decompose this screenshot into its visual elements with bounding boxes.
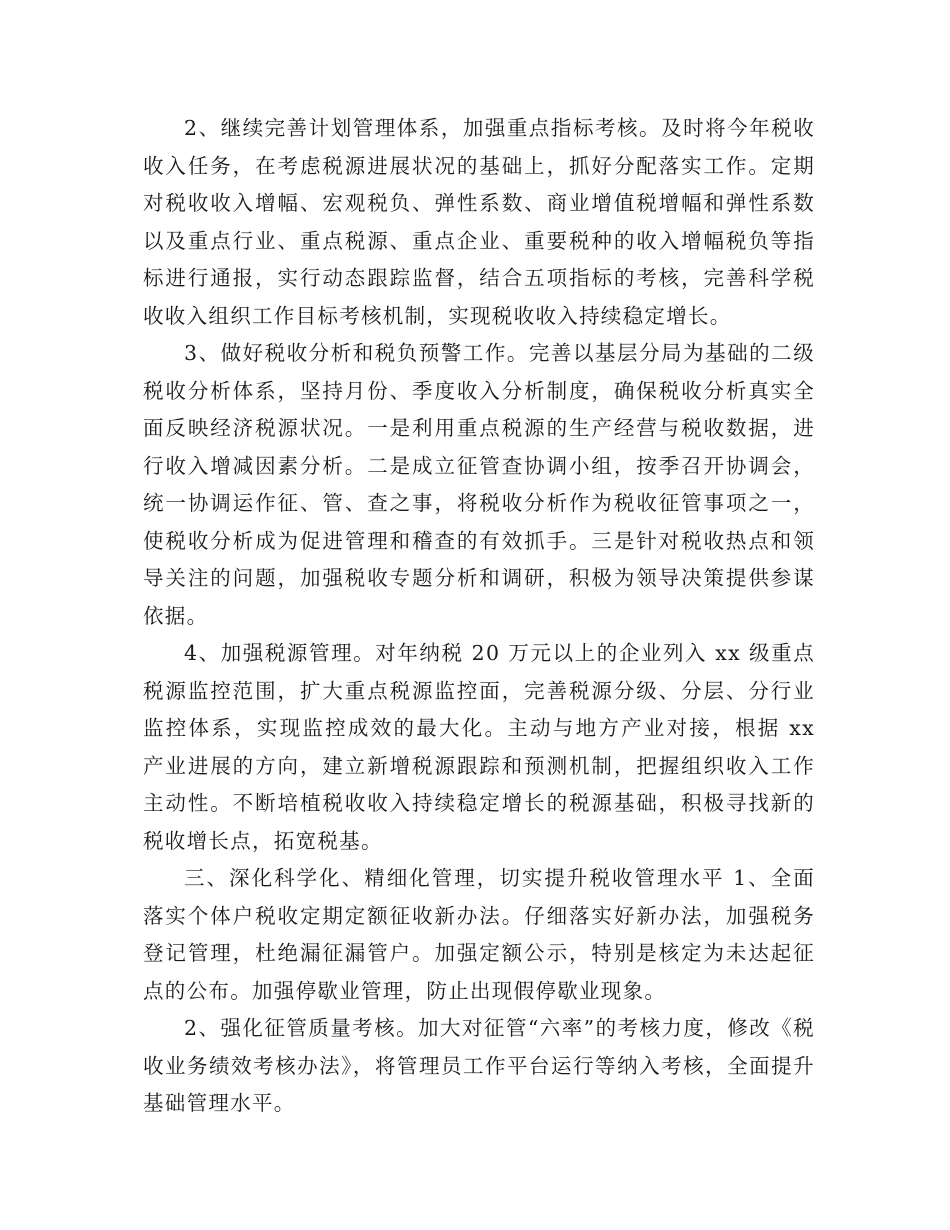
paragraph-quality-assessment: 2、强化征管质量考核。加大对征管“六率”的考核力度，修改《税收业务绩效考核办法》，将管理员工作平台运行等纳入考核，全面提升基础管理水平。 <box>143 1016 815 1115</box>
paragraph-tax-source-management: 4、加强税源管理。对年纳税 20 万元以上的企业列入 xx 级重点税源监控范围，扩大重点税源监控面，完善税源分级、分层、分行业监控体系，实现监控成效的最大化。主动与地方产业对接，根据 xx 产业进展的方向，建立新增税源跟踪和预测机制，把握组织收入工作主动性。不断培植税收收入持续稳定增长的税源基础，积极寻找新的税收增长点，拓宽税基。 <box>143 641 823 853</box>
paragraph-tax-analysis: 3、做好税收分析和税负预警工作。完善以基层分局为基础的二级税收分析体系，坚持月份、季度收入分析制度，确保税收分析真实全面反映经济税源状况。一是利用重点税源的生产经营与税收数据，进行收入增减因素分析。二是成立征管查协调小组，按季召开协调会，统一协调运作征、管、查之事，将税收分析作为税收征管事项之一，使税收分析成为促进管理和稽查的有效抓手。三是针对税收热点和领导关注的问题，加强税收专题分析和调研，积极为领导决策提供参谋依据。 <box>143 341 815 628</box>
paragraph-plan-management: 2、继续完善计划管理体系，加强重点指标考核。及时将今年税收收入任务，在考虑税源进展状况的基础上，抓好分配落实工作。定期对税收收入增幅、宏观税负、弹性系数、商业增值税增幅和弹性系数以及重点行业、重点税源、重点企业、重要税种的收入增幅税负等指标进行通报，实行动态跟踪监督，结合五项指标的考核，完善科学税收收入组织工作目标考核机制，实现税收收入持续稳定增长。 <box>143 116 815 328</box>
document-body <box>143 110 823 1123</box>
paragraph-refined-management: 三、深化科学化、精细化管理，切实提升税收管理水平 1、全面落实个体户税收定期定额征收新办法。仔细落实好新办法，加强税务登记管理，杜绝漏征漏管户。加强定额公示，特别是核定为未达起征点的公布。加强停歇业管理，防止出现假停歇业现象。 <box>143 866 815 1003</box>
